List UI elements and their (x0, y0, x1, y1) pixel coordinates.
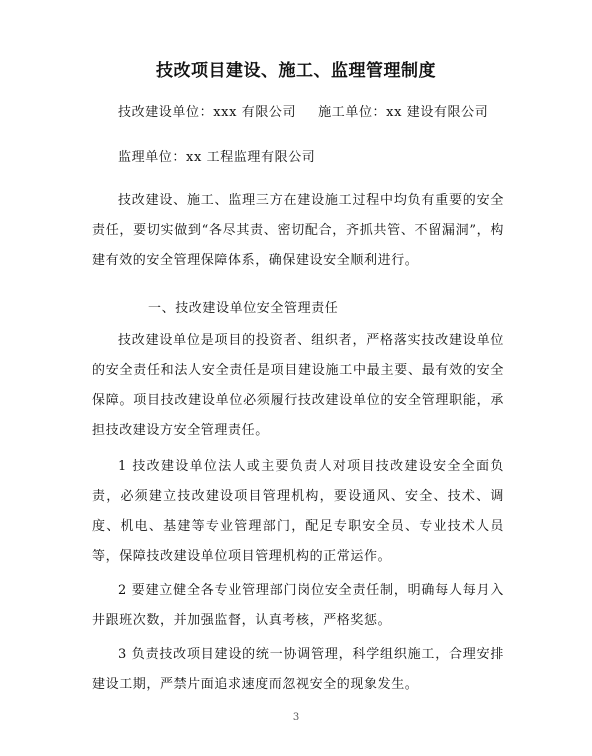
supervisor-value: xx 工程监理有限公司 (186, 150, 316, 165)
contractor-value: xx 建设有限公司 (386, 105, 489, 120)
intro-paragraph: 技改建设、施工、监理三方在建设施工过程中均负有重要的安全责任，要切实做到“各尽其责、密切配合，齐抓共管、不留漏洞”，构建有效的安全管理保障体系，确保建设安全顺利进行。 (92, 193, 504, 268)
owner-label: 技改建设单位： (118, 105, 214, 120)
section-paragraph: 技改建设单位是项目的投资者、组织者，严格落实技改建设单位的安全责任和法人安全责任是项目建设施工中最主要、最有效的安全保障。项目技改建设单位必须履行技改建设单位的安全管理职能，承担技改建设方安全管理责任。 (92, 333, 504, 438)
list-item-1: 1 技改建设单位法人或主要负责人对项目技改建设安全全面负责，必须建立技改建设项目管理机构，要设通风、安全、技术、调度、机电、基建等专业管理部门，配足专职安全员、专业技术人员等，保障技改建设单位项目管理机构的正常运作。 (92, 459, 504, 564)
list-item-3: 3 负责技改项目建设的统一协调管理，科学组织施工，合理安排建设工期，严禁片面追求速度而忽视安全的现象发生。 (92, 647, 504, 692)
supervisor-label: 监理单位： (118, 150, 187, 165)
page-number: 3 (292, 712, 300, 723)
owner-value: xxx 有限公司 (213, 105, 297, 120)
contractor-label: 施工单位： (318, 105, 387, 120)
supervisor-line (118, 149, 315, 167)
list-item-2: 2 要建立健全各专业管理部门岗位安全责任制，明确每人每月入井跟班次数，并加强监督，认真考核，严格奖惩。 (92, 583, 504, 628)
owner-contractor-line (118, 104, 488, 122)
document-title: 技改项目建设、施工、监理管理制度 (156, 61, 436, 81)
section-heading: 一、技改建设单位安全管理责任 (148, 301, 339, 316)
